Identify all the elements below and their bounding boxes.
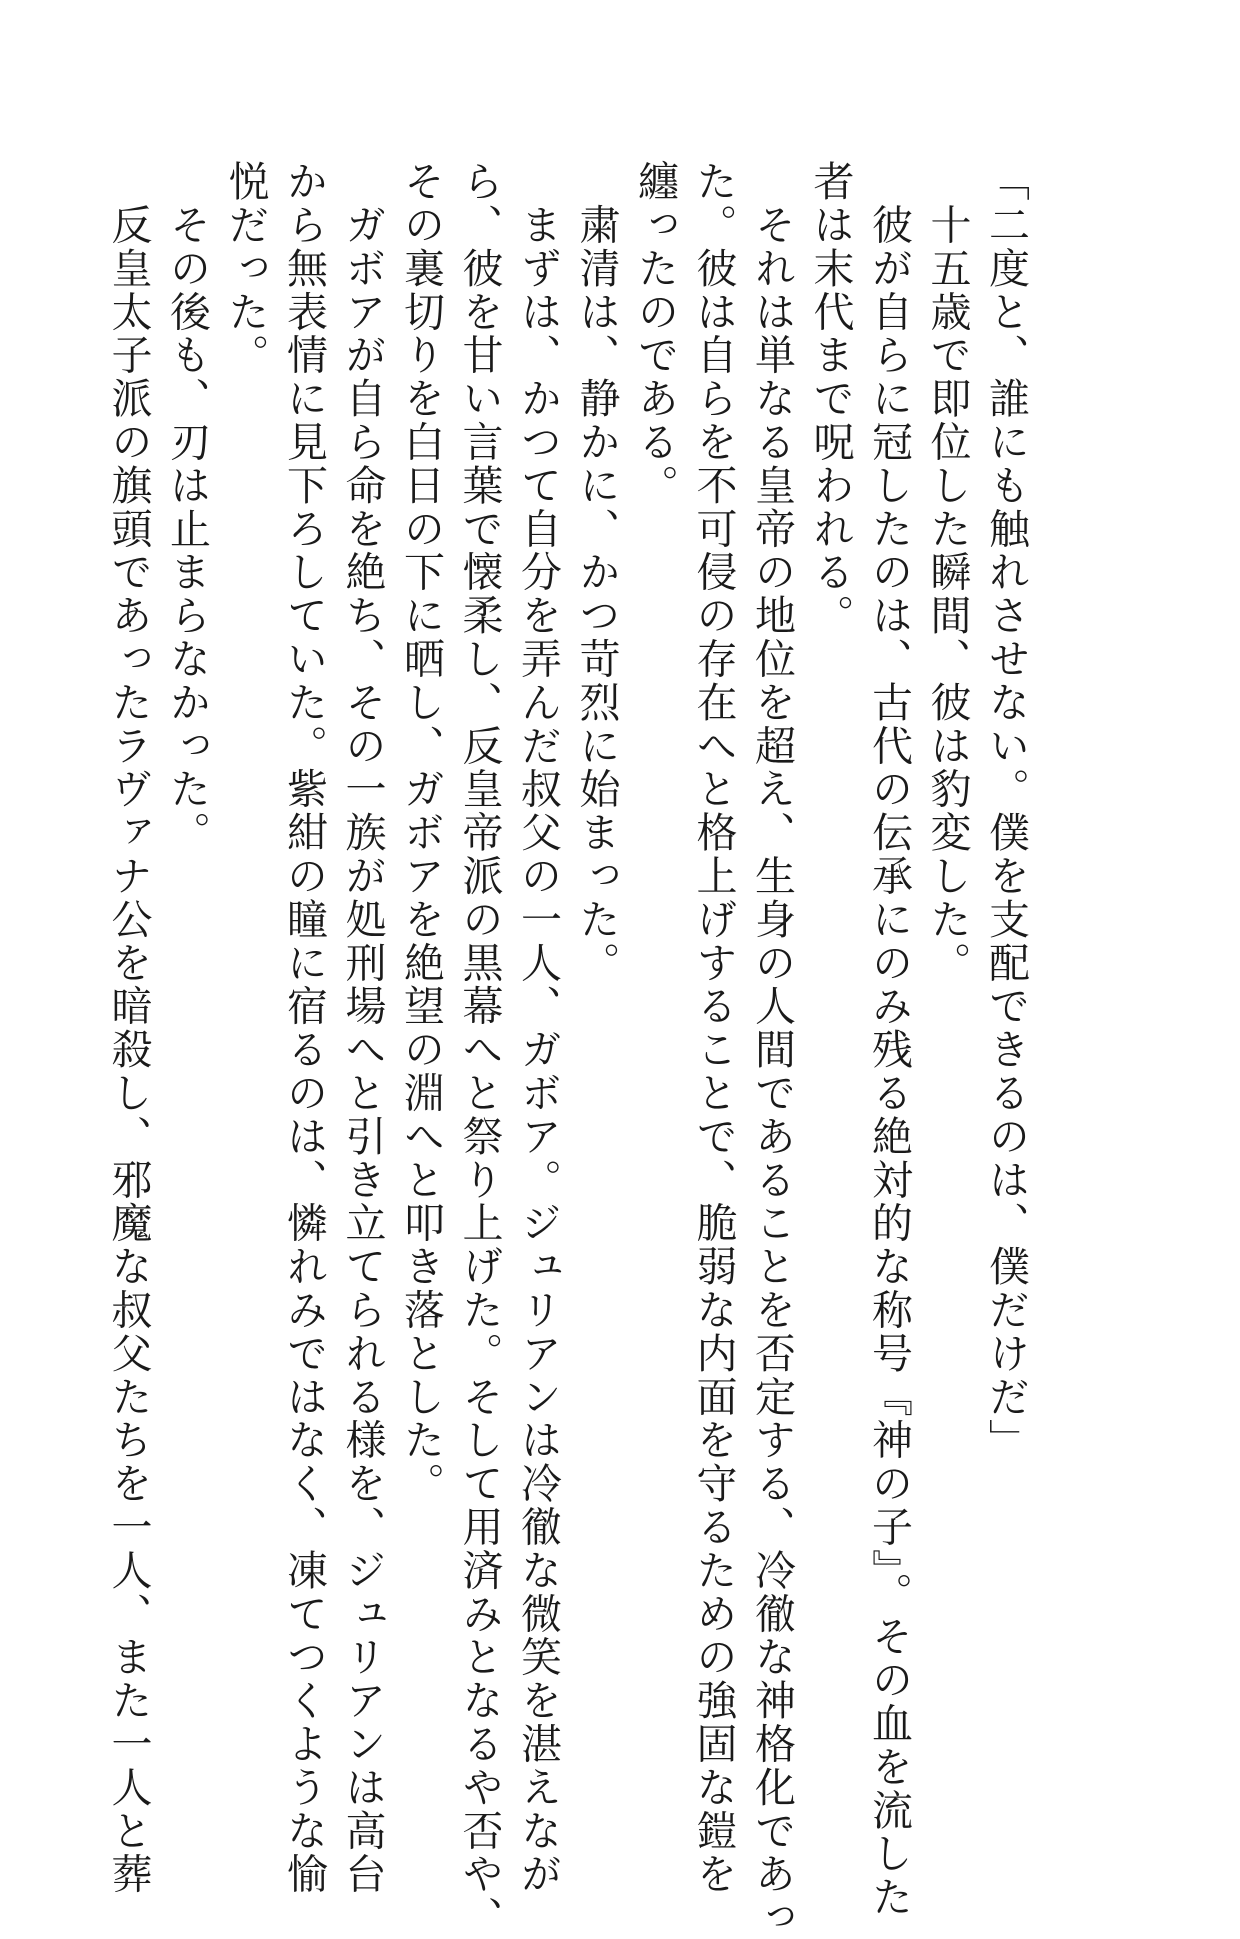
text-line: 反皇太子派の旗頭であったラヴァナ公を暗殺し、邪魔な叔父たちを一人、また一人と葬 <box>104 160 153 1896</box>
text-line: 悦だった。 <box>221 160 270 377</box>
text-line: ガボアが自ら命を絶ち、その一族が処刑場へと引き立てられる様を、ジュリアンは高台 <box>338 160 387 1896</box>
text-line: それは単なる皇帝の地位を超え、生身の人間であることを否定する、冷徹な神格化であっ <box>748 160 796 1939</box>
text-line: 彼が自らに冠したのは、古代の伝承にのみ残る絶対的な称号『神の子』。その血を流した <box>865 160 913 1919</box>
text-line: 者は末代まで呪われる。 <box>806 160 855 638</box>
text-line: その後も、刃は止まらなかった。 <box>163 160 211 855</box>
text-line: 纏ったのである。 <box>631 160 679 508</box>
text-line: その裏切りを白日の下に晒し、ガボアを絶望の淵へと叩き落とした。 <box>397 160 445 1506</box>
text-line: 粛清は、静かに、かつ苛烈に始まった。 <box>572 160 621 985</box>
text-line: まずは、かつて自分を弄んだ叔父の一人、ガボア。ジュリアンは冷徹な微笑を湛えなが <box>514 160 562 1896</box>
text-line: 「二度と、誰にも触れさせない。僕を支配できるのは、僕だけだ」 <box>982 160 1030 1462</box>
vertical-text-body <box>99 160 1035 1939</box>
text-line: た。彼は自らを不可侵の存在へと格上げすることで、脆弱な内面を守るための強固な鎧を <box>689 160 738 1896</box>
text-line: 十五歳で即位した瞬間、彼は豹変した。 <box>923 160 972 985</box>
text-line: ら、彼を甘い言葉で懐柔し、反皇帝派の黒幕へと祭り上げた。そして用済みとなるや否や、 <box>455 160 504 1939</box>
text-line: から無表情に見下ろしていた。紫紺の瞳に宿るのは、憐れみではなく、凍てつくような愉 <box>280 160 328 1896</box>
